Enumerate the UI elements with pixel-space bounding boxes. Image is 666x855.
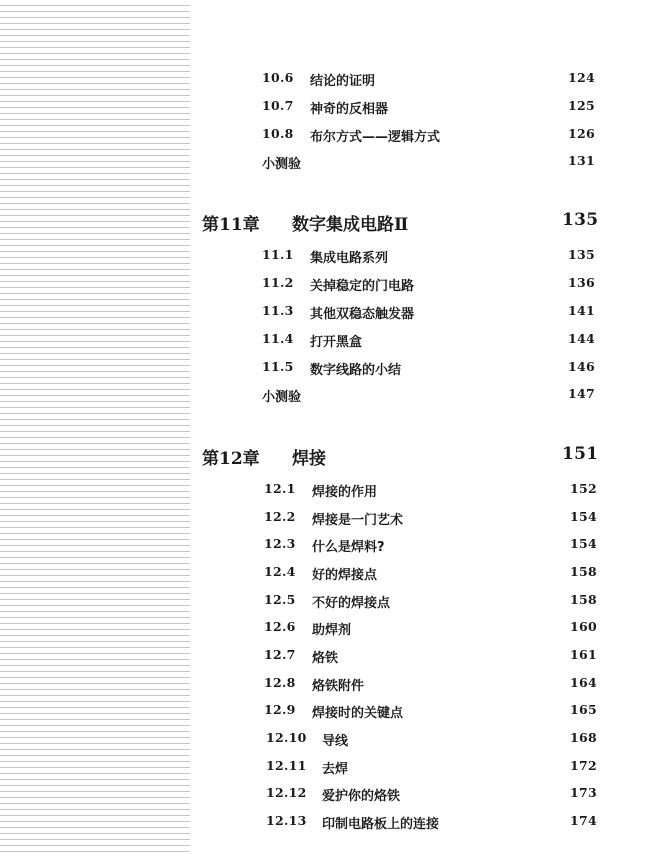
toc-entry xyxy=(0,303,666,327)
section-number: 10.8 xyxy=(262,126,294,141)
section-number: 11.1 xyxy=(262,247,294,262)
toc-entry xyxy=(0,359,666,383)
section-number: 10.6 xyxy=(262,70,294,85)
page-number: 144 xyxy=(568,331,595,346)
section-title: 印制电路板上的连接 xyxy=(322,817,440,832)
section-title: 集成电路系列 xyxy=(310,251,389,266)
page-number: 154 xyxy=(570,536,597,551)
section-number: 12.4 xyxy=(264,564,296,579)
section-title: 焊接是一门艺术 xyxy=(312,513,404,528)
page-number: 158 xyxy=(570,564,597,579)
page-number: 161 xyxy=(570,647,597,662)
toc-entry xyxy=(0,619,666,643)
section-title: 关掉稳定的门电路 xyxy=(310,279,415,294)
page-number: 146 xyxy=(568,359,595,374)
section-number: 12.12 xyxy=(266,785,307,800)
section-title: 打开黑盒 xyxy=(310,335,363,350)
page-number: 154 xyxy=(570,509,597,524)
page-number: 141 xyxy=(568,303,595,318)
section-number: 12.3 xyxy=(264,536,296,551)
toc-entry xyxy=(0,592,666,616)
section-number: 11.4 xyxy=(262,331,294,346)
section-title: 焊接的作用 xyxy=(312,485,378,500)
page-number: 136 xyxy=(568,275,595,290)
quiz-title: 小测验 xyxy=(262,157,302,172)
section-number: 12.5 xyxy=(264,592,296,607)
page-number: 152 xyxy=(570,481,597,496)
toc-entry xyxy=(0,730,666,754)
section-title: 数字线路的小结 xyxy=(310,363,402,378)
toc-entry xyxy=(0,247,666,271)
section-number: 12.13 xyxy=(266,813,307,828)
section-title: 神奇的反相器 xyxy=(310,102,389,117)
toc-entry-quiz xyxy=(0,386,666,410)
section-title: 其他双稳态触发器 xyxy=(310,307,415,322)
section-number: 12.9 xyxy=(264,702,296,717)
page-number: 168 xyxy=(570,730,597,745)
chapter-page-number: 135 xyxy=(562,210,599,230)
chapter-heading xyxy=(0,444,666,468)
chapter-title: 数字集成电路Ⅱ xyxy=(292,215,409,235)
page-number: 158 xyxy=(570,592,597,607)
section-title: 不好的焊接点 xyxy=(312,596,391,611)
section-number: 11.5 xyxy=(262,359,294,374)
section-title: 布尔方式——逻辑方式 xyxy=(310,130,441,145)
chapter-heading xyxy=(0,210,666,234)
section-title: 焊接时的关键点 xyxy=(312,706,404,721)
section-number: 12.6 xyxy=(264,619,296,634)
section-number: 11.2 xyxy=(262,275,294,290)
section-title: 去焊 xyxy=(322,762,349,777)
toc-entry xyxy=(0,126,666,150)
page-number: 172 xyxy=(570,758,597,773)
section-title: 好的焊接点 xyxy=(312,568,378,583)
toc-entry xyxy=(0,647,666,671)
toc-entry xyxy=(0,675,666,699)
toc-entry xyxy=(0,331,666,355)
toc-entry xyxy=(0,564,666,588)
page-number: 173 xyxy=(570,785,597,800)
page-number: 165 xyxy=(570,702,597,717)
page-number: 124 xyxy=(568,70,595,85)
page-number: 126 xyxy=(568,126,595,141)
page-number: 125 xyxy=(568,98,595,113)
page-number: 131 xyxy=(568,153,595,168)
section-title: 爱护你的烙铁 xyxy=(322,789,401,804)
page-number: 135 xyxy=(568,247,595,262)
section-title: 助焊剂 xyxy=(312,623,352,638)
section-title: 什么是焊料? xyxy=(312,540,385,555)
page-number: 160 xyxy=(570,619,597,634)
section-number: 12.10 xyxy=(266,730,307,745)
toc-entry xyxy=(0,509,666,533)
toc-entry xyxy=(0,813,666,837)
toc-entry xyxy=(0,536,666,560)
section-number: 12.8 xyxy=(264,675,296,690)
toc-entry xyxy=(0,785,666,809)
page-number: 164 xyxy=(570,675,597,690)
section-title: 烙铁 xyxy=(312,651,339,666)
toc-entry xyxy=(0,98,666,122)
toc-entry xyxy=(0,70,666,94)
toc-entry xyxy=(0,481,666,505)
chapter-page-number: 151 xyxy=(562,444,599,464)
chapter-number: 第12章 xyxy=(202,449,260,469)
chapter-title: 焊接 xyxy=(292,449,326,469)
section-number: 10.7 xyxy=(262,98,294,113)
section-title: 结论的证明 xyxy=(310,74,376,89)
section-number: 12.2 xyxy=(264,509,296,524)
section-number: 12.1 xyxy=(264,481,296,496)
toc-entry xyxy=(0,275,666,299)
page-number: 174 xyxy=(570,813,597,828)
section-number: 12.11 xyxy=(266,758,307,773)
section-title: 烙铁附件 xyxy=(312,679,365,694)
page-number: 147 xyxy=(568,386,595,401)
toc-entry xyxy=(0,702,666,726)
section-number: 11.3 xyxy=(262,303,294,318)
chapter-number: 第11章 xyxy=(202,215,260,235)
toc-entry-quiz xyxy=(0,153,666,177)
quiz-title: 小测验 xyxy=(262,390,302,405)
section-number: 12.7 xyxy=(264,647,296,662)
toc-entry xyxy=(0,758,666,782)
section-title: 导线 xyxy=(322,734,349,749)
